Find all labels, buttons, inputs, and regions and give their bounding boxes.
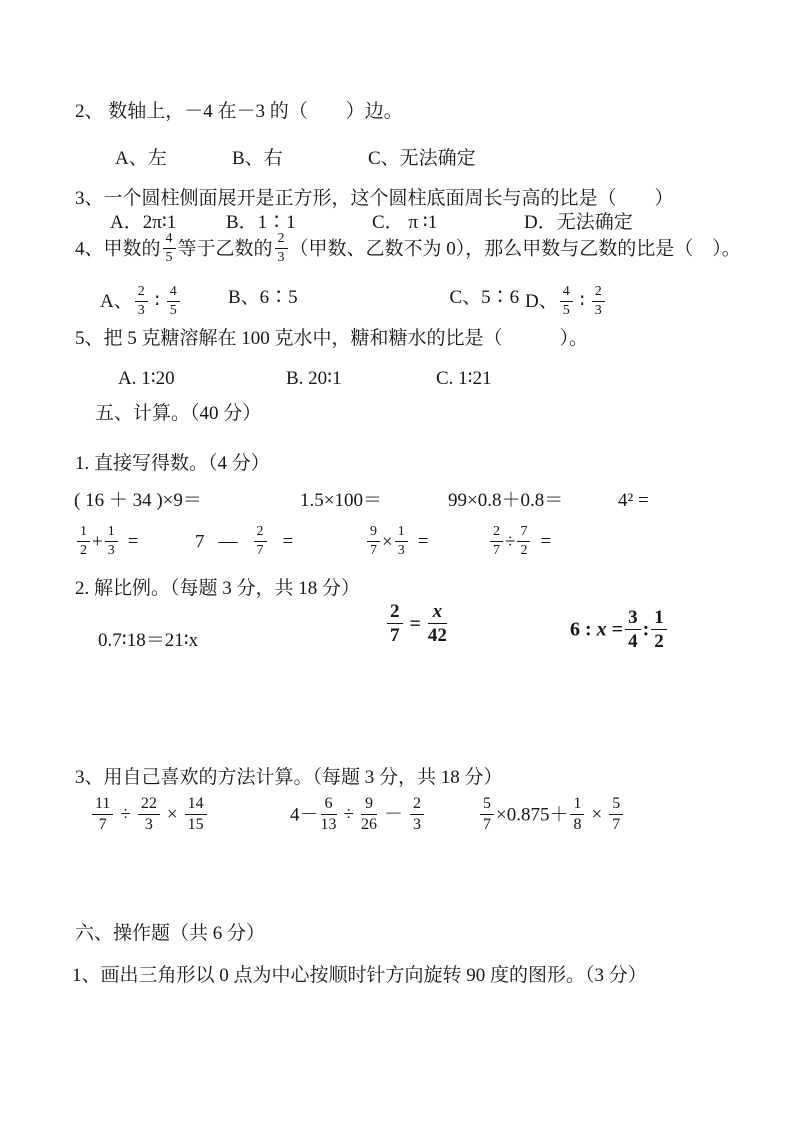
fraction: $\frac{2}{3}$ bbox=[410, 795, 424, 833]
q4-pre: 4、甲数的 bbox=[75, 238, 161, 260]
solve-title: 2. 解比例。（每题 3 分，共 18 分） bbox=[75, 578, 361, 599]
calc-item: $\frac{2}{7}$ ÷ $\frac{7}{2}$ = bbox=[488, 526, 551, 560]
section-6-title: 六、操作题（共 6 分） bbox=[75, 923, 266, 944]
method-title: 3、用自己喜欢的方法计算。（每题 3 分，共 18 分） bbox=[75, 767, 503, 788]
option-d: D．无法确定 bbox=[524, 212, 633, 233]
option-b: B．1∶1 bbox=[226, 212, 296, 233]
solve-item: 0.7∶18＝21∶x bbox=[98, 630, 199, 651]
question-6-1-text: 1、画出三角形以 0 点为中心按顺时针方向旋转 90 度的图形。（3 分） bbox=[72, 965, 647, 986]
fraction: $\frac{2}{3}$ bbox=[135, 284, 148, 318]
fraction: $\frac{1}{3}$ bbox=[395, 524, 408, 558]
fraction: $\frac{2}{3}$ bbox=[275, 231, 288, 265]
question-4-text bbox=[75, 233, 741, 267]
solve-item: $\frac{2}{7}$ = $\frac{x}{42}$ bbox=[385, 603, 449, 647]
calc-item: 1.5×100＝ bbox=[300, 490, 382, 511]
q4-post: （甲数、乙数不为 0），那么甲数与乙数的比是（ ）。 bbox=[289, 238, 741, 260]
option-a: A、 $\frac{2}{3}$ ∶ $\frac{4}{5}$ bbox=[100, 277, 182, 311]
method-item: 4－ $\frac{6}{13}$ ÷ $\frac{9}{26}$ － $\frac{2}{3}$ bbox=[290, 797, 426, 835]
option-a: A．2π∶1 bbox=[110, 212, 177, 233]
fraction: $\frac{4}{5}$ bbox=[560, 284, 573, 318]
fraction: $\frac{2}{7}$ bbox=[387, 601, 403, 645]
fraction: $\frac{22}{3}$ bbox=[138, 795, 160, 833]
calc-item: 4² = bbox=[618, 490, 649, 511]
option-a: A. 1∶20 bbox=[118, 368, 175, 389]
solve-item: 6 : x = $\frac{3}{4}$ : $\frac{1}{2}$ bbox=[570, 609, 669, 653]
fraction: $\frac{5}{7}$ bbox=[609, 795, 623, 833]
fraction: $\frac{14}{15}$ bbox=[185, 795, 207, 833]
option-b: B. 20∶1 bbox=[286, 368, 342, 389]
calc-item: $\frac{9}{7}$ × $\frac{1}{3}$ = bbox=[365, 526, 428, 560]
q4-mid: 等于乙数的 bbox=[177, 238, 273, 260]
question-2-text: 2、 数轴上，－4 在－3 的（ ）边。 bbox=[75, 101, 403, 122]
option-c: C、无法确定 bbox=[368, 148, 476, 169]
fraction: $\frac{6}{13}$ bbox=[320, 795, 337, 833]
fraction: $\frac{4}{5}$ bbox=[167, 284, 180, 318]
fraction: $\frac{1}{8}$ bbox=[570, 795, 584, 833]
question-5-text: 5、把 5 克糖溶解在 100 克水中，糖和糖水的比是（ ）。 bbox=[75, 328, 589, 349]
question-3-text: 3、一个圆柱侧面展开是正方形，这个圆柱底面周长与高的比是（ ） bbox=[75, 188, 674, 209]
option-d: D、 $\frac{4}{5}$ ∶ $\frac{2}{3}$ bbox=[525, 277, 607, 311]
option-c: C. 1∶21 bbox=[436, 368, 492, 389]
fraction: $\frac{2}{7}$ bbox=[254, 524, 267, 558]
fraction: $\frac{2}{7}$ bbox=[490, 524, 503, 558]
fraction: $\frac{1}{2}$ bbox=[77, 524, 90, 558]
section-5-title: 五、计算。（40 分） bbox=[95, 403, 262, 424]
calc-item: ( 16 ＋ 34 )×9＝ bbox=[74, 490, 202, 511]
calc-title: 1. 直接写得数。（4 分） bbox=[75, 453, 270, 474]
method-item: $\frac{11}{7}$ ÷ $\frac{22}{3}$ × $\frac{14}{15}$ bbox=[90, 797, 209, 835]
fraction: $\frac{3}{4}$ bbox=[625, 607, 641, 651]
option-b: B、右 bbox=[232, 148, 283, 169]
calc-item: 7 — $\frac{2}{7}$ = bbox=[195, 524, 294, 558]
fraction: $\frac{9}{7}$ bbox=[367, 524, 380, 558]
fraction: $\frac{9}{26}$ bbox=[360, 795, 377, 833]
fraction: $\frac{11}{7}$ bbox=[92, 795, 113, 833]
option-c: C． π ∶1 bbox=[372, 212, 438, 233]
fraction: $\frac{5}{7}$ bbox=[480, 795, 494, 833]
fraction: $\frac{x}{42}$ bbox=[427, 601, 447, 646]
calc-item: $\frac{1}{2}$ + $\frac{1}{3}$ = bbox=[75, 526, 138, 560]
fraction: $\frac{1}{2}$ bbox=[651, 607, 667, 651]
fraction: $\frac{1}{3}$ bbox=[105, 524, 118, 558]
calc-item: 99×0.8＋0.8＝ bbox=[448, 490, 564, 511]
option-a: A、左 bbox=[115, 148, 167, 169]
option-c: C、5∶6 bbox=[449, 287, 520, 308]
fraction: $\frac{2}{3}$ bbox=[592, 284, 605, 318]
option-b: B、6∶5 bbox=[228, 287, 298, 308]
fraction: $\frac{7}{2}$ bbox=[517, 524, 530, 558]
fraction: $\frac{4}{5}$ bbox=[163, 231, 176, 265]
method-item: $\frac{5}{7}$ ×0.875＋ $\frac{1}{8}$ × $\frac{5}{7}$ bbox=[478, 797, 625, 835]
